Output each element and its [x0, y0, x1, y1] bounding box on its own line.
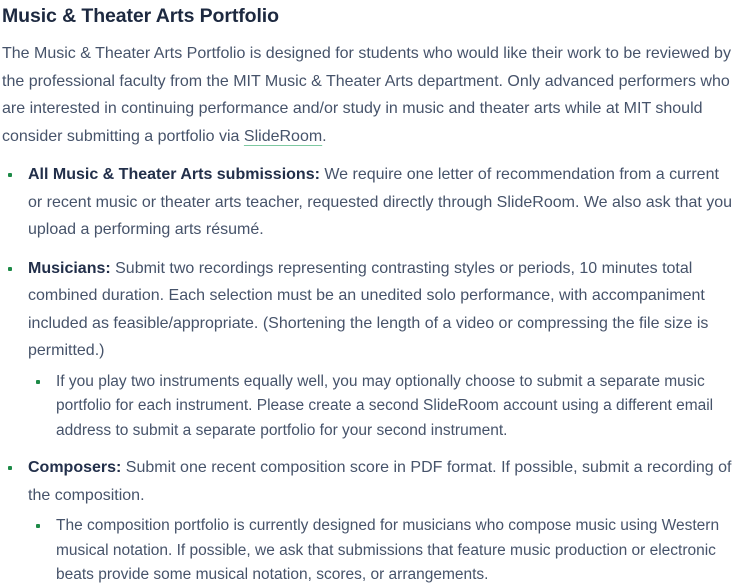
bullet-icon: [8, 466, 12, 470]
slideroom-link[interactable]: SlideRoom: [243, 127, 323, 145]
list-item-text: Submit one recent composition score in PDF format. If possible, submit a recording of the composition.: [28, 459, 732, 504]
intro-paragraph: [2, 40, 737, 150]
list-item-composers: [2, 454, 737, 509]
list-item-text: The composition portfolio is currently designed for musicians who compose music using Western musical notation. If possible, we ask that submissions that feature music production or electronic beats provide some musical notation, scores, or arrangements.: [56, 517, 720, 583]
list-item-bold-label: Composers:: [28, 459, 122, 476]
list-item-musicians: [2, 255, 737, 365]
list-item-two-instruments: [2, 370, 737, 444]
list-item-text: If you play two instruments equally well, you may optionally choose to submit a separate music portfolio for each instrument. Please create a second SlideRoom account using a different email address to submit a separate portfolio for your second instrument.: [56, 372, 714, 439]
bullet-icon: [36, 380, 40, 384]
list-item-text: Submit two recordings representing contrasting styles or periods, 10 minutes total combined duration. Each selection must be an unedited solo performance, with accompaniment included as feasible/appropriate. (Shortening the length of a video or compressing the file size is permitted.): [28, 259, 709, 359]
bullet-icon: [36, 524, 40, 528]
intro-text: The Music & Theater Arts Portfolio is designed for students who would like their work to be reviewed by the professional faculty from the MIT Music & Theater Arts department. Only advanced performers who are interested in continuing performance and/or study in music and theater arts while at MIT should consider submitting a portfolio via: [2, 45, 731, 145]
list-item-bold-label: Musicians:: [28, 259, 111, 277]
bullet-icon: [8, 267, 12, 271]
bullet-icon: [8, 173, 12, 177]
intro-period: .: [322, 127, 327, 145]
list-item-composition-notation: [2, 514, 737, 588]
page-title: Music & Theater Arts Portfolio: [2, 5, 279, 27]
list-item-all-submissions: [2, 161, 737, 244]
list-item-bold-label: All Music & Theater Arts submissions:: [28, 166, 320, 183]
list-item-text: We require one letter of recommendation from a current or recent music or theater arts teacher, requested directly through SlideRoom. We also ask that you upload a performing arts résumé.: [28, 166, 733, 238]
